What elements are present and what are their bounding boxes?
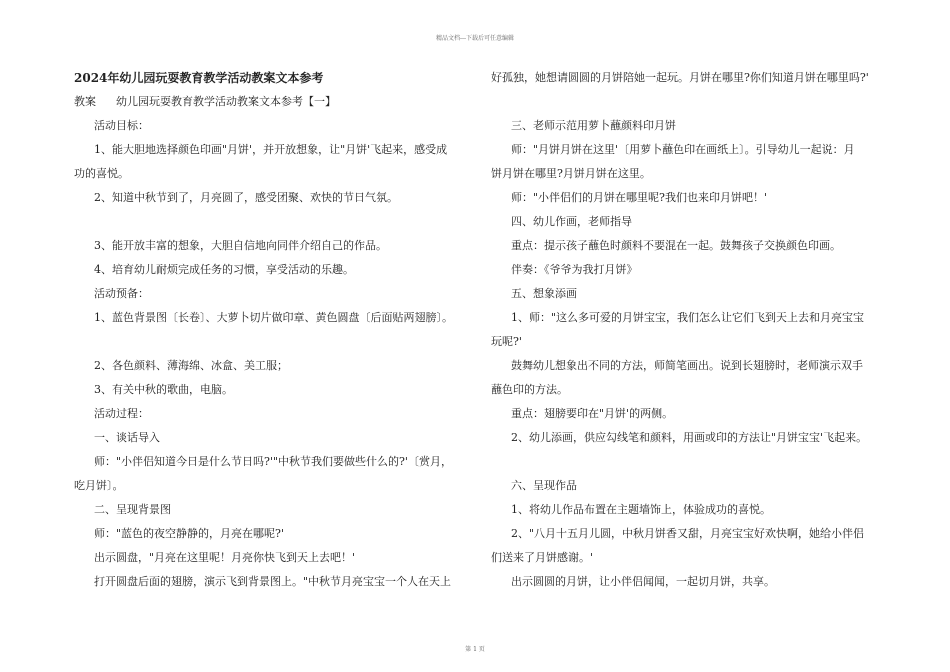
paragraph: 蘸色印的方法。 xyxy=(491,383,568,396)
paragraph: 师："小伴侣知道今日是什么节日吗?'"中秋节我们要做些什么的?'〔赏月， xyxy=(94,455,452,468)
paragraph: 玩呢?' xyxy=(491,335,522,348)
paragraph: 1、将幼儿作品布置在主题墙饰上，体验成功的喜悦。 xyxy=(511,503,771,516)
paragraph: 活动目标： xyxy=(94,119,149,132)
page-header: 精品文档---下载后可任意编辑 xyxy=(435,35,515,42)
paragraph: 四、幼儿作画，老师指导 xyxy=(511,215,632,228)
paragraph: 重点：翅膀要印在"月饼'的两侧。 xyxy=(511,407,674,420)
page-footer: 第 1 页 xyxy=(465,646,485,653)
meta-text: 幼儿园玩耍教育教学活动教案文本参考【一】 xyxy=(116,95,336,108)
paragraph: 二、呈现背景图 xyxy=(94,503,171,516)
paragraph: 3、能开放丰富的想象，大胆自信地向同伴介绍自己的作品。 xyxy=(94,239,387,252)
left-column xyxy=(74,66,474,594)
paragraph: 2、各色颜料、薄海绵、冰盒、美工服； xyxy=(94,359,288,372)
paragraph: 3、有关中秋的歌曲，电脑。 xyxy=(94,383,233,396)
paragraph: 师："小伴侣们的月饼在哪里呢?我们也来印月饼吧！' xyxy=(511,191,767,204)
paragraph: 三、老师示范用萝卜蘸颜料印月饼 xyxy=(511,119,676,132)
right-column xyxy=(491,66,881,594)
paragraph: 们送来了月饼感谢。' xyxy=(491,551,594,564)
paragraph: 吃月饼〕。 xyxy=(74,479,124,492)
paragraph: 伴奏：《爷爷为我打月饼》 xyxy=(511,263,638,276)
paragraph: 师："月饼月饼在这里'〔用萝卜蘸色印在画纸上〕。引导幼儿一起说：月 xyxy=(511,143,855,156)
paragraph: 鼓舞幼儿想象出不同的方法，师简笔画出。说到长翅膀时，老师演示双手 xyxy=(511,359,863,372)
paragraph: 2、幼儿添画，供应勾线笔和颜料，用画或印的方法让"月饼宝宝'飞起来。 xyxy=(511,431,868,444)
paragraph: 4、培育幼儿耐烦完成任务的习惯，享受活动的乐趣。 xyxy=(94,263,354,276)
paragraph: 1、能大胆地选择颜色印画"月饼'，并开放想象，让"月饼'飞起来，感受成 xyxy=(94,143,448,156)
paragraph: 好孤独，她想请圆圆的月饼陪她一起玩。月饼在哪里?你们知道月饼在哪里吗?' xyxy=(491,71,869,84)
paragraph: 五、想象添画 xyxy=(511,287,577,300)
paragraph: 重点：提示孩子蘸色时颜料不要混在一起。鼓舞孩子交换颜色印画。 xyxy=(511,239,841,252)
paragraph: 师："蓝色的夜空静静的，月亮在哪呢?' xyxy=(94,527,284,540)
paragraph: 2、"八月十五月儿圆，中秋月饼香又甜，月亮宝宝好欢快啊，她给小伴侣 xyxy=(511,527,865,540)
paragraph: 1、蓝色背景图〔长卷〕、大萝卜切片做印章、黄色圆盘〔后面贴两翅膀〕。 xyxy=(94,311,453,324)
paragraph: 一、谈话导入 xyxy=(94,431,160,444)
document-title: 2024年幼儿园玩耍教育教学活动教案文本参考 xyxy=(74,71,324,85)
paragraph: 活动过程： xyxy=(94,407,149,420)
meta-line xyxy=(74,90,474,114)
paragraph: 活动预备： xyxy=(94,287,149,300)
paragraph: 六、呈现作品 xyxy=(511,479,577,492)
meta-label: 教案 xyxy=(74,95,96,108)
paragraph: 饼月饼在哪里?月饼月饼在这里。 xyxy=(491,167,651,180)
paragraph: 2、知道中秋节到了，月亮圆了，感受团聚、欢快的节日气氛。 xyxy=(94,191,398,204)
paragraph: 功的喜悦。 xyxy=(74,167,129,180)
paragraph: 1、师："这么多可爱的月饼宝宝，我们怎么让它们飞到天上去和月亮宝宝 xyxy=(511,311,865,324)
paragraph: 出示圆圆的月饼，让小伴侣闻闻，一起切月饼，共享。 xyxy=(511,575,775,588)
paragraph: 打开圆盘后面的翅膀，演示飞到背景图上。"中秋节月亮宝宝一个人在天上 xyxy=(94,575,452,588)
paragraph: 出示圆盘，"月亮在这里呢！月亮你快飞到天上去吧！' xyxy=(94,551,356,564)
